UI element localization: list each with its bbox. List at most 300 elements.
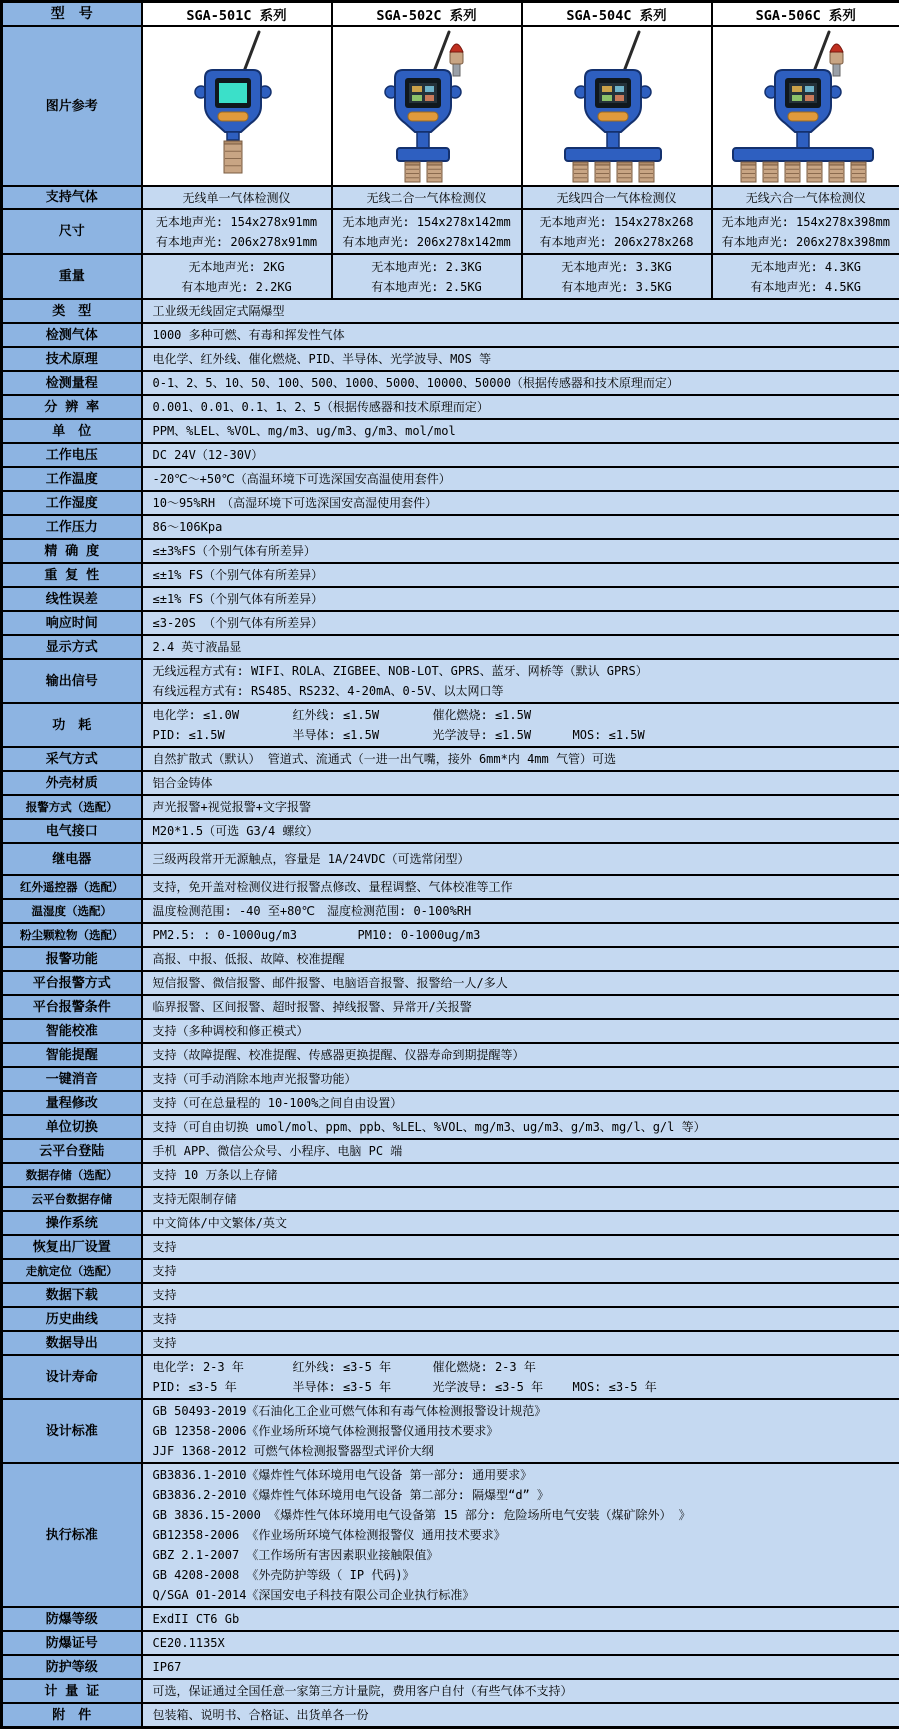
spec-value-segment: 红外线: ≤3-5 年 xyxy=(293,1357,433,1377)
row-label: 检测量程 xyxy=(2,371,142,395)
spec-value-line xyxy=(153,1545,899,1565)
spec-value-cell xyxy=(142,1091,899,1115)
row-label: 温湿度（选配） xyxy=(2,899,142,923)
spec-value-segment: 支持（可自由切换 umol/mol、ppm、ppb、%LEL、%VOL、mg/m3、ug/m3、g/m3、mg/l、g/l 等） xyxy=(153,1117,706,1137)
spec-value-line xyxy=(153,1421,899,1441)
row-label: 附 件 xyxy=(2,1703,142,1728)
spec-value-cell xyxy=(142,1019,899,1043)
spec-value-segment: 电化学、红外线、催化燃烧、PID、半导体、光学波导、MOS 等 xyxy=(153,349,492,369)
model-value-line: 无线单一气体检测仪 xyxy=(143,188,331,208)
spec-value-segment: 工业级无线固定式隔爆型 xyxy=(153,301,285,321)
row-label: 防爆证号 xyxy=(2,1631,142,1655)
spec-value-segment: 中文简体/中文繁体/英文 xyxy=(153,1213,287,1233)
row-label: 防爆等级 xyxy=(2,1607,142,1631)
spec-value-line xyxy=(153,661,899,681)
spec-row xyxy=(2,1211,899,1235)
spec-value-segment: 支持 xyxy=(153,1309,177,1329)
spec-value-line xyxy=(153,1401,899,1421)
spec-value-line xyxy=(153,1377,899,1397)
spec-row xyxy=(2,299,899,323)
model-value-line: 有本地声光: 2.2KG xyxy=(143,277,331,297)
row-label: 防护等级 xyxy=(2,1655,142,1679)
spec-row xyxy=(2,971,899,995)
model-value-line: 有本地声光: 2.5KG xyxy=(333,277,521,297)
model-value-line: 无线二合一气体检测仪 xyxy=(333,188,521,208)
spec-value-line xyxy=(153,849,899,869)
spec-value-line xyxy=(153,1261,899,1281)
spec-value-segment: PM2.5: : 0-1000ug/m3 xyxy=(153,925,358,945)
spec-value-segment: PID: ≤3-5 年 xyxy=(153,1377,293,1397)
spec-value-segment: 支持无限制存储 xyxy=(153,1189,237,1209)
spec-value-cell xyxy=(142,299,899,323)
model-value-cell xyxy=(522,209,712,254)
spec-row xyxy=(2,1355,899,1399)
spec-value-segment: 支持 xyxy=(153,1261,177,1281)
row-label: 红外遥控器（选配） xyxy=(2,875,142,899)
spec-value-cell xyxy=(142,875,899,899)
spec-value-segment: DC 24V（12-30V） xyxy=(153,445,264,465)
spec-row xyxy=(2,347,899,371)
spec-value-segment: 支持 xyxy=(153,1333,177,1353)
spec-value-segment: 10～95%RH （高湿环境下可选深国安高湿使用套件） xyxy=(153,493,438,513)
product-image-cell xyxy=(522,26,712,186)
spec-value-line xyxy=(153,773,899,793)
spec-row xyxy=(2,1139,899,1163)
model-value-cell xyxy=(712,186,899,209)
sga-506c-detector-image xyxy=(713,28,899,184)
model-header-row xyxy=(2,2,899,27)
spec-value-cell xyxy=(142,1607,899,1631)
spec-row xyxy=(2,923,899,947)
row-label-model: 型 号 xyxy=(2,2,142,27)
spec-row xyxy=(2,635,899,659)
sga-504c-detector-image xyxy=(523,28,712,184)
spec-value-line xyxy=(153,469,899,489)
spec-value-segment: ≤±3%FS（个别气体有所差异） xyxy=(153,541,316,561)
model-value-line: 有本地声光: 206x278x398mm xyxy=(713,232,899,252)
spec-value-segment: PID: ≤1.5W xyxy=(153,725,293,745)
spec-value-cell xyxy=(142,1115,899,1139)
spec-row xyxy=(2,563,899,587)
spec-value-cell xyxy=(142,635,899,659)
spec-row xyxy=(2,1163,899,1187)
spec-value-line xyxy=(153,681,899,701)
spec-value-line xyxy=(153,1165,899,1185)
product-image-cell xyxy=(142,26,332,186)
row-label: 支持气体 xyxy=(2,186,142,209)
spec-value-segment: PPM、%LEL、%VOL、mg/m3、ug/m3、g/m3、mol/mol xyxy=(153,421,456,441)
spec-value-line xyxy=(153,1357,899,1377)
row-label: 云平台数据存储 xyxy=(2,1187,142,1211)
model-value-cell xyxy=(332,254,522,299)
model-value-cell xyxy=(332,209,522,254)
spec-value-cell xyxy=(142,347,899,371)
spec-value-line xyxy=(153,1285,899,1305)
spec-value-line xyxy=(153,797,899,817)
spec-value-line xyxy=(153,1333,899,1353)
spec-value-line xyxy=(153,1309,899,1329)
spec-value-segment: 无线远程方式有: WIFI、ROLA、ZIGBEE、NOB-LOT、GPRS、蓝牙、网桥等（默认 GPRS） xyxy=(153,661,648,681)
spec-row xyxy=(2,703,899,747)
spec-value-line xyxy=(153,589,899,609)
model-value-line: 无本地声光: 3.3KG xyxy=(523,257,711,277)
spec-value-cell xyxy=(142,1703,899,1728)
spec-value-cell xyxy=(142,843,899,875)
spec-value-line xyxy=(153,1141,899,1161)
spec-value-cell xyxy=(142,611,899,635)
row-label: 设计寿命 xyxy=(2,1355,142,1399)
spec-value-line xyxy=(153,1441,899,1461)
row-label: 工作温度 xyxy=(2,467,142,491)
row-label: 智能校准 xyxy=(2,1019,142,1043)
spec-value-segment: 临界报警、区间报警、超时报警、掉线报警、异常开/关报警 xyxy=(153,997,472,1017)
spec-value-cell xyxy=(142,1211,899,1235)
row-label: 检测气体 xyxy=(2,323,142,347)
row-label: 单位切换 xyxy=(2,1115,142,1139)
spec-value-line xyxy=(153,517,899,537)
spec-value-segment: GB 4208-2008 《外壳防护等级（ IP 代码)》 xyxy=(153,1565,415,1585)
row-label: 平台报警方式 xyxy=(2,971,142,995)
spec-row xyxy=(2,1067,899,1091)
spec-row xyxy=(2,1043,899,1067)
spec-row xyxy=(2,1399,899,1463)
model-value-cell xyxy=(142,186,332,209)
spec-value-segment: 半导体: ≤3-5 年 xyxy=(293,1377,433,1397)
spec-row xyxy=(2,1463,899,1607)
spec-value-cell xyxy=(142,443,899,467)
spec-row xyxy=(2,1655,899,1679)
spec-value-line xyxy=(153,1505,899,1525)
spec-value-segment: GB 50493-2019《石油化工企业可燃气体和有毒气体检测报警设计规范》 xyxy=(153,1401,547,1421)
row-label: 精 确 度 xyxy=(2,539,142,563)
row-label: 设计标准 xyxy=(2,1399,142,1463)
spec-row xyxy=(2,539,899,563)
spec-value-segment: GB3836.2-2010《爆炸性气体环境用电气设备 第二部分: 隔爆型“d” 》 xyxy=(153,1485,550,1505)
model-value-cell xyxy=(142,209,332,254)
spec-value-segment: 支持 xyxy=(153,1237,177,1257)
spec-row xyxy=(2,515,899,539)
row-label: 采气方式 xyxy=(2,747,142,771)
spec-value-line xyxy=(153,1609,899,1629)
spec-value-cell xyxy=(142,1655,899,1679)
spec-row xyxy=(2,1631,899,1655)
spec-value-cell xyxy=(142,491,899,515)
spec-value-line xyxy=(153,1093,899,1113)
spec-value-line xyxy=(153,1485,899,1505)
spec-value-cell xyxy=(142,1399,899,1463)
spec-row xyxy=(2,1235,899,1259)
model-value-line: 有本地声光: 3.5KG xyxy=(523,277,711,297)
spec-row xyxy=(2,419,899,443)
spec-value-segment: 2.4 英寸液晶显 xyxy=(153,637,242,657)
spec-value-segment: MOS: ≤1.5W xyxy=(573,725,645,745)
model-value-line: 有本地声光: 206x278x91mm xyxy=(143,232,331,252)
spec-value-cell xyxy=(142,659,899,703)
spec-value-segment: 催化燃烧: ≤1.5W xyxy=(433,705,532,725)
row-label: 显示方式 xyxy=(2,635,142,659)
row-label: 数据下载 xyxy=(2,1283,142,1307)
spec-value-line xyxy=(153,821,899,841)
spec-value-segment: 声光报警+视觉报警+文字报警 xyxy=(153,797,311,817)
spec-value-line xyxy=(153,1657,899,1677)
spec-value-line xyxy=(153,325,899,345)
spec-value-segment: ≤±1% FS（个别气体有所差异） xyxy=(153,589,324,609)
model-value-line: 无本地声光: 2.3KG xyxy=(333,257,521,277)
model-value-line: 无线四合一气体检测仪 xyxy=(523,188,711,208)
spec-row xyxy=(2,1307,899,1331)
model-value-line: 无本地声光: 4.3KG xyxy=(713,257,899,277)
spec-row xyxy=(2,467,899,491)
spec-value-segment: 温度检测范围: -40 至+80℃ 湿度检测范围: 0-100%RH xyxy=(153,901,472,921)
model-value-cell xyxy=(142,254,332,299)
row-label: 操作系统 xyxy=(2,1211,142,1235)
spec-value-cell xyxy=(142,395,899,419)
spec-value-line xyxy=(153,949,899,969)
spec-value-segment: 0-1、2、5、10、50、100、500、1000、5000、10000、50000（根据传感器和技术原理而定） xyxy=(153,373,679,393)
spec-value-segment: 支持（可手动消除本地声光报警功能） xyxy=(153,1069,357,1089)
spec-value-segment: ExdII CT6 Gb xyxy=(153,1609,240,1629)
spec-value-segment: ≤3-20S （个别气体有所差异） xyxy=(153,613,324,633)
model-header: SGA-501C 系列 xyxy=(142,2,332,27)
spec-value-line xyxy=(153,373,899,393)
spec-value-segment: IP67 xyxy=(153,1657,182,1677)
spec-value-segment: 光学波导: ≤1.5W xyxy=(433,725,573,745)
model-value-line: 无本地声光: 154x278x398mm xyxy=(713,212,899,232)
spec-value-segment: 催化燃烧: 2-3 年 xyxy=(433,1357,536,1377)
spec-value-line xyxy=(153,1021,899,1041)
spec-value-line xyxy=(153,1237,899,1257)
sga-501c-detector-image xyxy=(143,28,332,184)
row-label: 平台报警条件 xyxy=(2,995,142,1019)
spec-row xyxy=(2,899,899,923)
product-image-cell xyxy=(332,26,522,186)
spec-row xyxy=(2,1091,899,1115)
spec-row xyxy=(2,323,899,347)
model-value-line: 有本地声光: 206x278x142mm xyxy=(333,232,521,252)
row-label: 分 辨 率 xyxy=(2,395,142,419)
row-label: 走航定位（选配） xyxy=(2,1259,142,1283)
spec-value-segment: JJF 1368-2012 可燃气体检测报警器型式评价大纲 xyxy=(153,1441,434,1461)
spec-row xyxy=(2,491,899,515)
spec-value-line xyxy=(153,1525,899,1545)
model-value-cell xyxy=(712,209,899,254)
spec-value-segment: 手机 APP、微信公众号、小程序、电脑 PC 端 xyxy=(153,1141,403,1161)
spec-value-cell xyxy=(142,371,899,395)
model-value-line: 无线六合一气体检测仪 xyxy=(713,188,899,208)
row-label: 执行标准 xyxy=(2,1463,142,1607)
spec-value-cell xyxy=(142,587,899,611)
spec-row xyxy=(2,843,899,875)
spec-value-segment: GBZ 2.1-2007 《工作场所有害因素职业接触限值》 xyxy=(153,1545,439,1565)
spec-value-segment: MOS: ≤3-5 年 xyxy=(573,1377,657,1397)
spec-value-line xyxy=(153,705,899,725)
spec-value-line xyxy=(153,1045,899,1065)
spec-value-segment: Q/SGA 01-2014《深国安电子科技有限公司企业执行标准》 xyxy=(153,1585,475,1605)
spec-value-segment: 电化学: 2-3 年 xyxy=(153,1357,293,1377)
spec-value-line xyxy=(153,1069,899,1089)
row-label: 云平台登陆 xyxy=(2,1139,142,1163)
spec-value-cell xyxy=(142,1235,899,1259)
spec-value-segment: 红外线: ≤1.5W xyxy=(293,705,433,725)
spec-value-segment: 支持，免开盖对检测仪进行报警点修改、量程调整、气体校准等工作 xyxy=(153,877,513,897)
spec-value-line xyxy=(153,1189,899,1209)
spec-value-cell xyxy=(142,923,899,947)
spec-value-segment: GB12358-2006 《作业场所环境气体检测报警仪 通用技术要求》 xyxy=(153,1525,506,1545)
row-label: 报警方式（选配） xyxy=(2,795,142,819)
spec-row xyxy=(2,795,899,819)
spec-value-line xyxy=(153,613,899,633)
spec-value-line xyxy=(153,565,899,585)
spec-value-line xyxy=(153,445,899,465)
row-label: 工作湿度 xyxy=(2,491,142,515)
spec-value-cell xyxy=(142,1283,899,1307)
spec-row xyxy=(2,371,899,395)
row-label: 历史曲线 xyxy=(2,1307,142,1331)
spec-row xyxy=(2,1019,899,1043)
spec-value-cell xyxy=(142,771,899,795)
spec-value-cell xyxy=(142,703,899,747)
spec-value-segment: 86～106Kpa xyxy=(153,517,223,537)
spec-row xyxy=(2,1703,899,1728)
spec-value-cell xyxy=(142,323,899,347)
model-header: SGA-502C 系列 xyxy=(332,2,522,27)
image-row xyxy=(2,26,899,186)
spec-value-cell xyxy=(142,971,899,995)
model-value-line: 无本地声光: 2KG xyxy=(143,257,331,277)
spec-row xyxy=(2,771,899,795)
row-label: 尺寸 xyxy=(2,209,142,254)
spec-value-segment: 电化学: ≤1.0W xyxy=(153,705,293,725)
spec-value-line xyxy=(153,301,899,321)
spec-value-line xyxy=(153,1465,899,1485)
spec-value-line xyxy=(153,493,899,513)
spec-value-line xyxy=(153,749,899,769)
model-value-row xyxy=(2,254,899,299)
spec-value-segment: GB 12358-2006《作业场所环境气体检测报警仪通用技术要求》 xyxy=(153,1421,499,1441)
model-value-cell xyxy=(522,186,712,209)
spec-value-cell xyxy=(142,1043,899,1067)
row-label: 数据存储（选配） xyxy=(2,1163,142,1187)
model-value-cell xyxy=(332,186,522,209)
row-label: 工作电压 xyxy=(2,443,142,467)
spec-value-line xyxy=(153,1117,899,1137)
row-label: 技术原理 xyxy=(2,347,142,371)
row-label: 图片参考 xyxy=(2,26,142,186)
model-value-line: 无本地声光: 154x278x142mm xyxy=(333,212,521,232)
spec-value-line xyxy=(153,997,899,1017)
row-label: 工作压力 xyxy=(2,515,142,539)
spec-value-segment: 铝合金铸体 xyxy=(153,773,213,793)
row-label: 功 耗 xyxy=(2,703,142,747)
spec-value-segment: GB 3836.15-2000 《爆炸性气体环境用电气设备第 15 部分: 危险场所电气安装（煤矿除外） 》 xyxy=(153,1505,691,1525)
spec-value-segment: 支持 xyxy=(153,1285,177,1305)
spec-value-segment: PM10: 0-1000ug/m3 xyxy=(358,925,481,945)
spec-value-cell xyxy=(142,1259,899,1283)
spec-value-segment: 支持 10 万条以上存储 xyxy=(153,1165,278,1185)
spec-row xyxy=(2,443,899,467)
row-label: 智能提醒 xyxy=(2,1043,142,1067)
spec-value-segment: 支持（可在总量程的 10-100%之间自由设置） xyxy=(153,1093,403,1113)
row-label: 响应时间 xyxy=(2,611,142,635)
spec-value-line xyxy=(153,397,899,417)
spec-row xyxy=(2,1283,899,1307)
spec-value-line xyxy=(153,925,899,945)
spec-value-line xyxy=(153,901,899,921)
spec-value-line xyxy=(153,725,899,745)
spec-value-line xyxy=(153,421,899,441)
model-value-row xyxy=(2,209,899,254)
spec-value-cell xyxy=(142,419,899,443)
spec-value-line xyxy=(153,1565,899,1585)
spec-value-segment: 自然扩散式（默认） 管道式、流通式（一进一出气嘴，接外 6mm*内 4mm 气管）可选 xyxy=(153,749,616,769)
spec-value-cell xyxy=(142,899,899,923)
spec-value-line xyxy=(153,637,899,657)
model-value-cell xyxy=(522,254,712,299)
row-label: 类 型 xyxy=(2,299,142,323)
spec-row xyxy=(2,819,899,843)
model-value-line: 无本地声光: 154x278x268 xyxy=(523,212,711,232)
model-value-row xyxy=(2,186,899,209)
spec-value-cell xyxy=(142,747,899,771)
row-label: 报警功能 xyxy=(2,947,142,971)
spec-row xyxy=(2,747,899,771)
row-label: 线性误差 xyxy=(2,587,142,611)
spec-value-segment: 0.001、0.01、0.1、1、2、5（根据传感器和技术原理而定） xyxy=(153,397,489,417)
spec-value-line xyxy=(153,541,899,561)
spec-value-segment: -20℃～+50℃（高温环境下可选深国安高温使用套件） xyxy=(153,469,451,489)
spec-value-segment: 1000 多种可燃、有毒和挥发性气体 xyxy=(153,325,345,345)
spec-row xyxy=(2,1259,899,1283)
spec-value-cell xyxy=(142,1067,899,1091)
spec-value-cell xyxy=(142,947,899,971)
spec-value-segment: 光学波导: ≤3-5 年 xyxy=(433,1377,573,1397)
spec-value-segment: 半导体: ≤1.5W xyxy=(293,725,433,745)
spec-value-cell xyxy=(142,563,899,587)
spec-value-cell xyxy=(142,539,899,563)
model-header: SGA-506C 系列 xyxy=(712,2,899,27)
spec-value-segment: M20*1.5（可选 G3/4 螺纹） xyxy=(153,821,319,841)
row-label: 输出信号 xyxy=(2,659,142,703)
row-label: 重 复 性 xyxy=(2,563,142,587)
spec-value-segment: 高报、中报、低报、故障、校准提醒 xyxy=(153,949,345,969)
model-value-line: 无本地声光: 154x278x91mm xyxy=(143,212,331,232)
spec-value-segment: CE20.1135X xyxy=(153,1633,225,1653)
spec-row xyxy=(2,1679,899,1703)
row-label: 重量 xyxy=(2,254,142,299)
spec-value-line xyxy=(153,973,899,993)
spec-value-segment: 三级两段常开无源触点，容量是 1A/24VDC（可选常闭型） xyxy=(153,849,470,869)
model-value-line: 有本地声光: 206x278x268 xyxy=(523,232,711,252)
spec-value-segment: ≤±1% FS（个别气体有所差异） xyxy=(153,565,324,585)
model-value-line: 有本地声光: 4.5KG xyxy=(713,277,899,297)
spec-value-segment: 可选，保证通过全国任意一家第三方计量院，费用客户自付（有些气体不支持） xyxy=(153,1681,573,1701)
model-value-cell xyxy=(712,254,899,299)
spec-row xyxy=(2,1607,899,1631)
spec-value-segment: 支持（故障提醒、校准提醒、传感器更换提醒、仪器寿命到期提醒等） xyxy=(153,1045,525,1065)
spec-value-cell xyxy=(142,1163,899,1187)
spec-value-segment: GB3836.1-2010《爆炸性气体环境用电气设备 第一部分: 通用要求》 xyxy=(153,1465,533,1485)
row-label: 一键消音 xyxy=(2,1067,142,1091)
row-label: 继电器 xyxy=(2,843,142,875)
row-label: 粉尘颗粒物（选配） xyxy=(2,923,142,947)
spec-row xyxy=(2,395,899,419)
spec-value-segment: 包装箱、说明书、合格证、出货单各一份 xyxy=(153,1705,369,1725)
spec-value-cell xyxy=(142,1307,899,1331)
row-label: 计 量 证 xyxy=(2,1679,142,1703)
spec-value-cell xyxy=(142,1187,899,1211)
sga-502c-detector-image xyxy=(333,28,522,184)
spec-value-line xyxy=(153,1633,899,1653)
